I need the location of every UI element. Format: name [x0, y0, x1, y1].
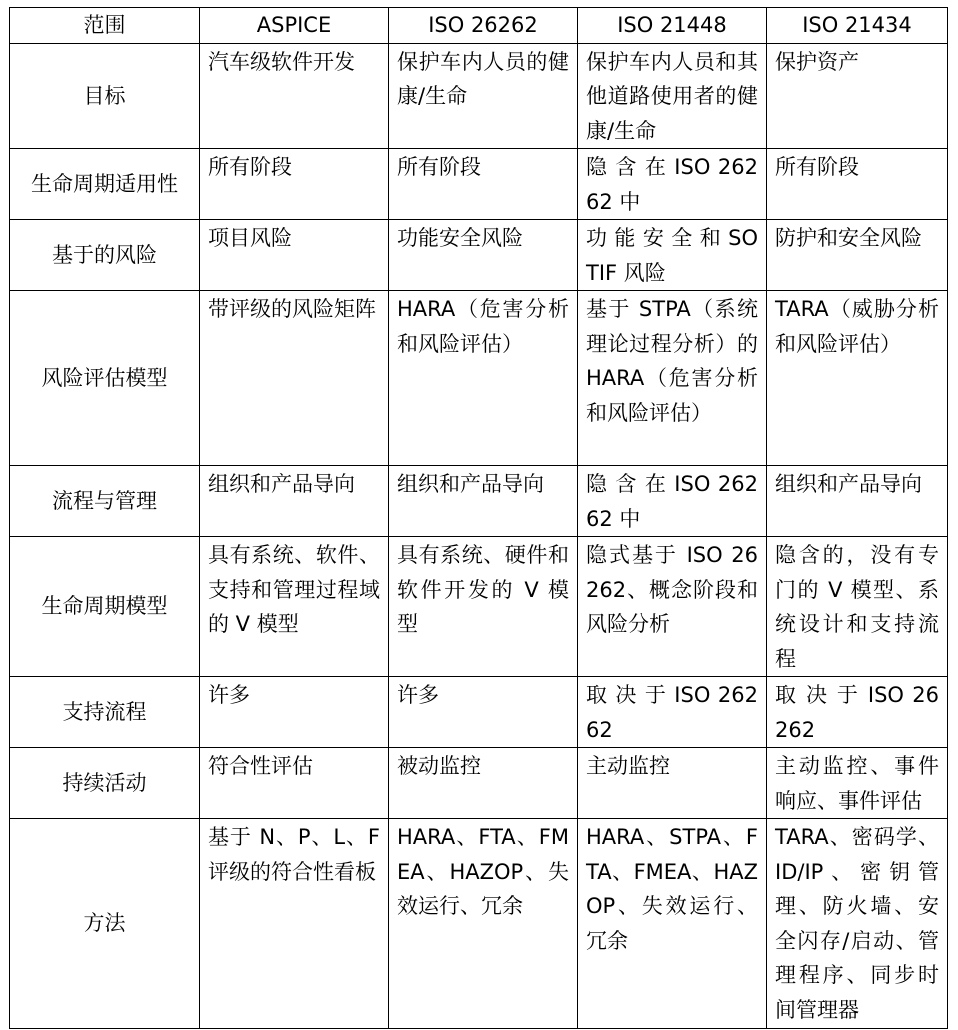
header-iso-21448: ISO 21448 [578, 8, 767, 44]
table-cell: 隐含的，没有专门的 V 模型、系统设计和支持流程 [767, 537, 948, 677]
table-cell: TARA、密码学、ID/IP、密钥管理、防火墙、安全闪存/启动、管理程序、同步时间管理器 [767, 819, 948, 1029]
table-row [10, 291, 948, 466]
table-row [10, 466, 948, 537]
table-cell: 基于 STPA（系统理论过程分析）的 HARA（危害分析和风险评估） [578, 291, 767, 466]
row-label: 流程与管理 [10, 466, 200, 537]
row-label: 持续活动 [10, 748, 200, 819]
header-aspice: ASPICE [200, 8, 389, 44]
table-cell: 保护车内人员和其他道路使用者的健康/生命 [578, 43, 767, 149]
table-cell: 组织和产品导向 [200, 466, 389, 537]
table-cell: 主动监控、事件响应、事件评估 [767, 748, 948, 819]
table-cell: 基于 N、P、L、F 评级的符合性看板 [200, 819, 389, 1029]
header-row [10, 8, 948, 44]
row-label: 方法 [10, 819, 200, 1029]
table-cell: 被动监控 [389, 748, 578, 819]
table-row [10, 149, 948, 220]
row-label: 生命周期适用性 [10, 149, 200, 220]
table-cell: 保护资产 [767, 43, 948, 149]
table-cell: 取 决 于 ISO 26262 [767, 677, 948, 748]
header-iso-26262: ISO 26262 [389, 8, 578, 44]
row-label: 生命周期模型 [10, 537, 200, 677]
comparison-table-container [9, 7, 948, 1029]
table-cell: 隐 含 在 ISO 26262 中 [578, 149, 767, 220]
table-row [10, 43, 948, 149]
table-row [10, 677, 948, 748]
table-cell: 所有阶段 [767, 149, 948, 220]
table-cell: 项目风险 [200, 220, 389, 291]
table-cell: 功 能 安 全 和 SOTIF 风险 [578, 220, 767, 291]
table-cell: HARA、FTA、FMEA、HAZOP、失效运行、冗余 [389, 819, 578, 1029]
table-cell: TARA（威胁分析和风险评估） [767, 291, 948, 466]
table-cell: 组织和产品导向 [767, 466, 948, 537]
row-label: 基于的风险 [10, 220, 200, 291]
row-label: 支持流程 [10, 677, 200, 748]
table-cell: 具有系统、硬件和软件开发的 V 模型 [389, 537, 578, 677]
table-cell: HARA、STPA、FTA、FMEA、HAZOP、失效运行、冗余 [578, 819, 767, 1029]
table-row [10, 220, 948, 291]
table-cell: 保护车内人员的健康/生命 [389, 43, 578, 149]
table-cell: 所有阶段 [389, 149, 578, 220]
table-cell: 带评级的风险矩阵 [200, 291, 389, 466]
table-cell: 许多 [200, 677, 389, 748]
table-row [10, 819, 948, 1029]
table-row [10, 537, 948, 677]
table-cell: 符合性评估 [200, 748, 389, 819]
table-cell: HARA（危害分析和风险评估） [389, 291, 578, 466]
table-cell: 组织和产品导向 [389, 466, 578, 537]
table-cell: 隐式基于 ISO 26262、概念阶段和风险分析 [578, 537, 767, 677]
row-label: 目标 [10, 43, 200, 149]
standards-comparison-table [9, 7, 948, 1029]
table-cell: 取 决 于 ISO 26262 [578, 677, 767, 748]
header-scope: 范围 [10, 8, 200, 44]
table-cell: 汽车级软件开发 [200, 43, 389, 149]
table-cell: 具有系统、软件、支持和管理过程域的 V 模型 [200, 537, 389, 677]
table-cell: 所有阶段 [200, 149, 389, 220]
table-cell: 功能安全风险 [389, 220, 578, 291]
table-cell: 主动监控 [578, 748, 767, 819]
row-label: 风险评估模型 [10, 291, 200, 466]
table-row [10, 748, 948, 819]
table-cell: 隐 含 在 ISO 26262 中 [578, 466, 767, 537]
header-iso-21434: ISO 21434 [767, 8, 948, 44]
table-cell: 防护和安全风险 [767, 220, 948, 291]
table-cell: 许多 [389, 677, 578, 748]
